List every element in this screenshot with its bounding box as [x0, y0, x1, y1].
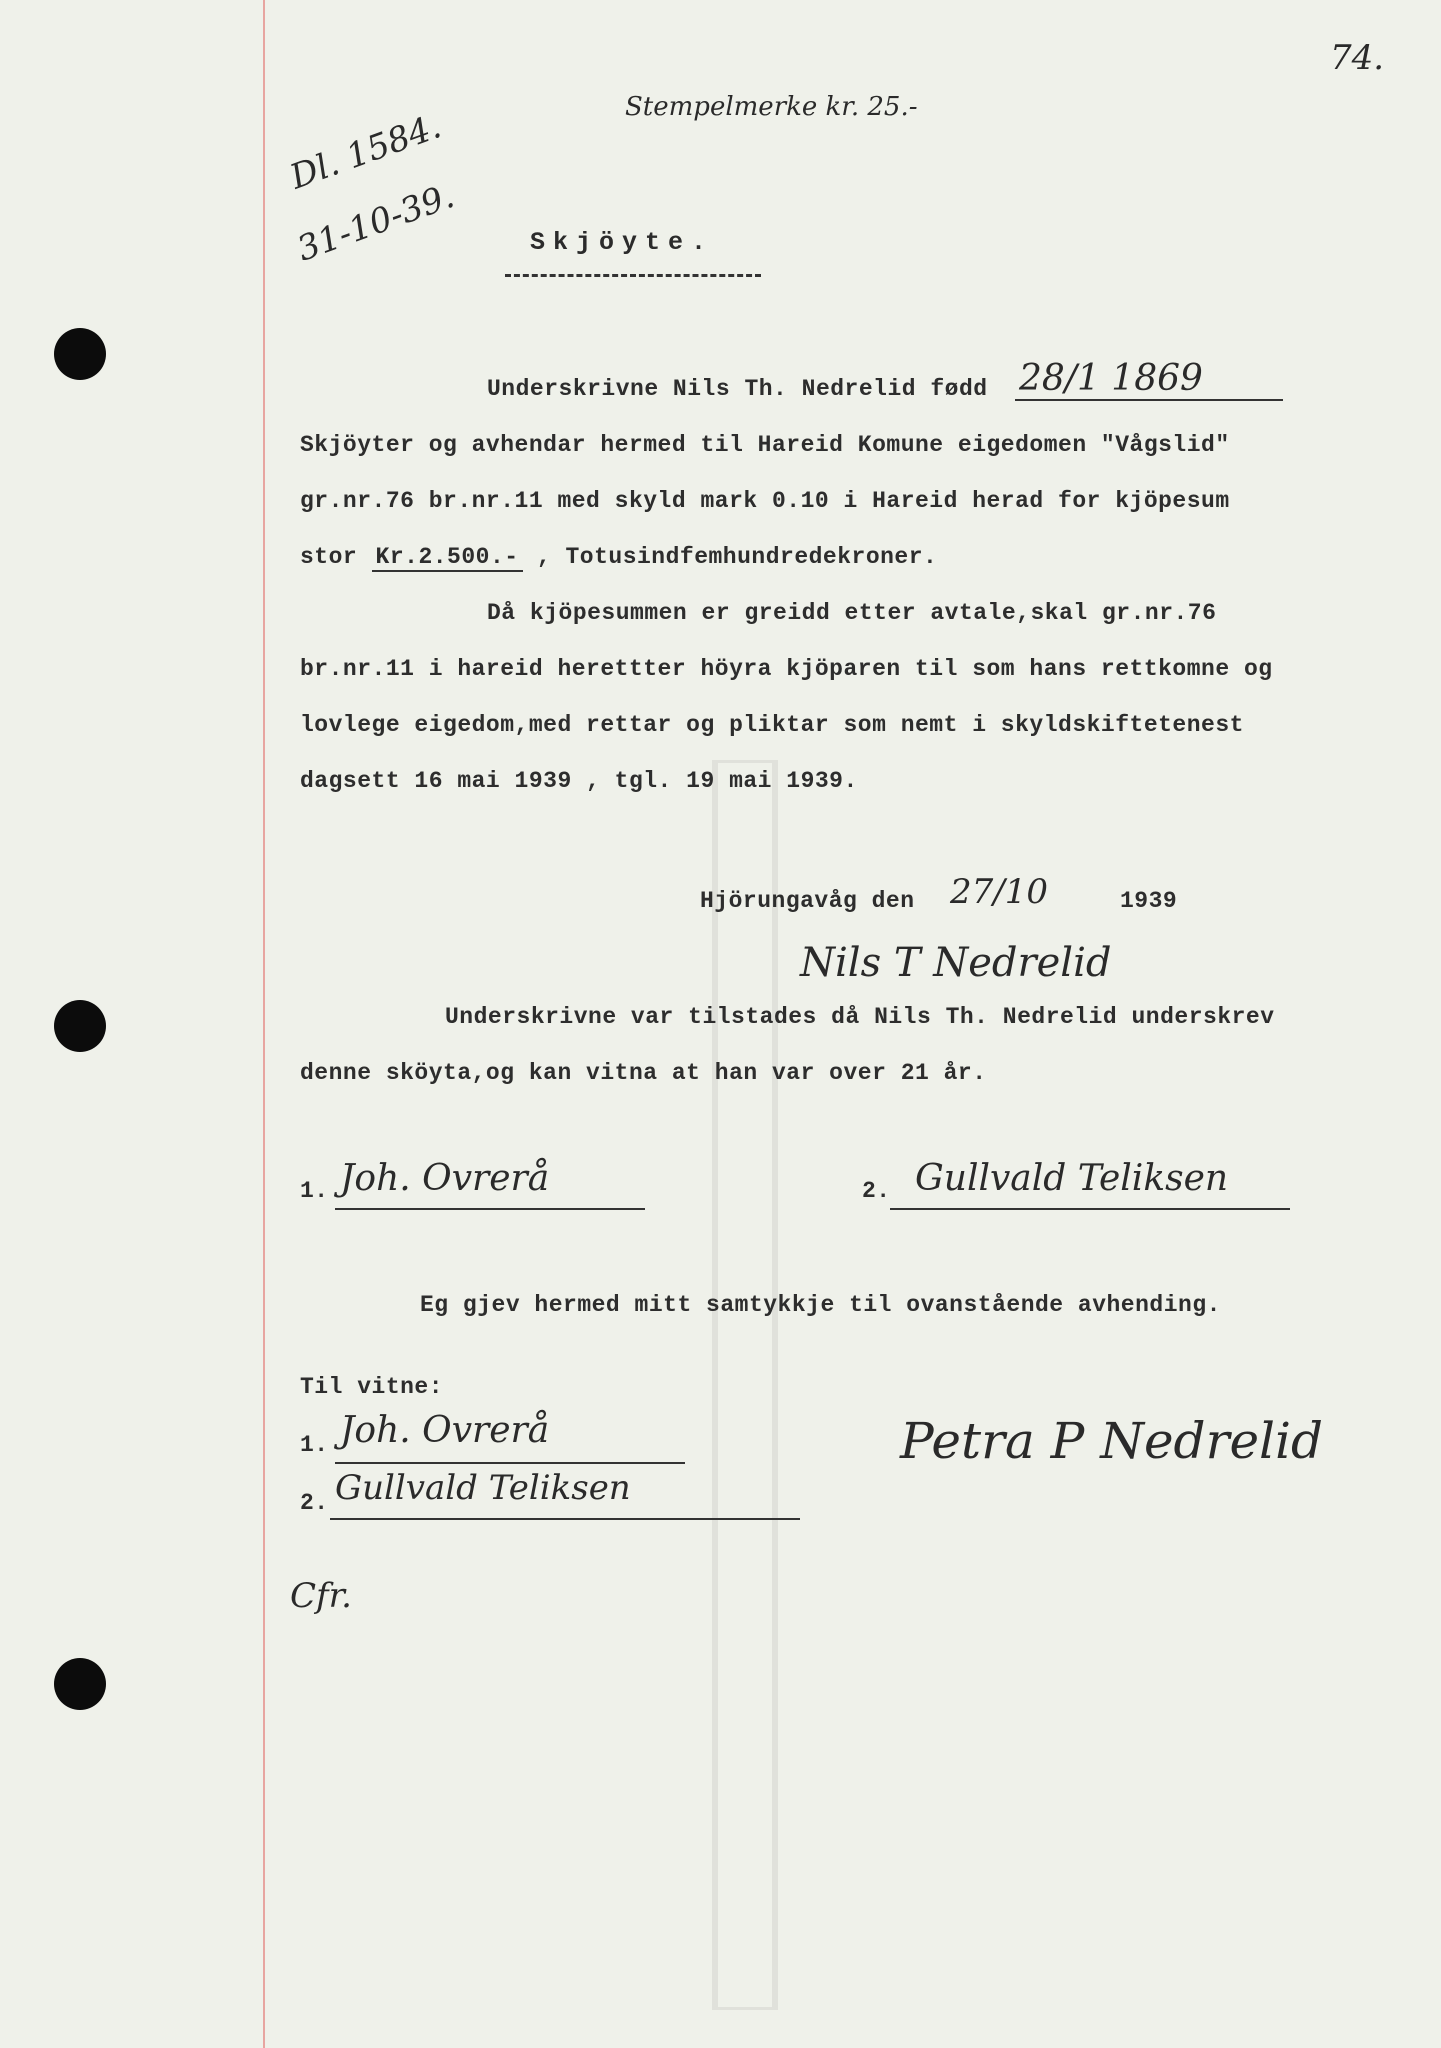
body-line-6: br.nr.11 i hareid herettter höyra kjöparen til som hans rettkomne og — [300, 656, 1273, 682]
registration-date: 31-10-39. — [292, 176, 460, 270]
page-number: 74. — [1330, 38, 1385, 78]
punch-hole-bottom — [54, 1658, 106, 1710]
witness-1-number: 1. — [300, 1178, 329, 1204]
spouse-signature: Petra P Nedrelid — [900, 1412, 1324, 1470]
seller-signature: Nils T Nedrelid — [800, 940, 1112, 986]
til-vitne-1-number: 1. — [300, 1432, 329, 1458]
witness-2-line — [890, 1208, 1290, 1210]
til-vitne-2-line — [330, 1518, 800, 1520]
body-line-7: lovlege eigedom,med rettar og pliktar som nemt i skyldskiftetenest — [300, 712, 1244, 738]
document-title: Skjöyte. — [530, 228, 715, 257]
body-line-4-pre: stor — [300, 544, 358, 570]
punch-hole-top — [54, 328, 106, 380]
signing-date: 27/10 — [950, 872, 1048, 912]
til-vitne-label: Til vitne: — [300, 1374, 444, 1400]
body-line-1 — [487, 376, 988, 402]
place-label: Hjörungavåg den — [700, 888, 915, 914]
registration-number: Dl. 1584. — [285, 106, 447, 198]
body-line-8: dagsett 16 mai 1939 , tgl. 19 mai 1939. — [300, 768, 858, 794]
witness-statement-line-2: denne sköyta,og kan vitna at han var over 21 år. — [300, 1060, 987, 1086]
witness-2-number: 2. — [862, 1178, 891, 1204]
birth-date: 28/1 1869 — [1015, 358, 1283, 401]
witness-statement-line-1: Underskrivne var tilstades då Nils Th. Nedrelid underskrev — [445, 1004, 1275, 1030]
signing-year: 1939 — [1120, 888, 1178, 914]
consent-text: Eg gjev hermed mitt samtykkje til ovanstående avhending. — [420, 1292, 1221, 1318]
til-vitne-2-signature: Gullvald Teliksen — [335, 1468, 631, 1508]
title-underline — [505, 274, 761, 277]
til-vitne-1-line — [335, 1462, 685, 1464]
purchase-sum: Kr.2.500.- — [372, 544, 523, 572]
witness-2-signature: Gullvald Teliksen — [915, 1158, 1229, 1199]
red-margin-line — [263, 0, 265, 2048]
body-line-2: Skjöyter og avhendar hermed til Hareid Komune eigedomen "Vågslid" — [300, 432, 1230, 458]
stamp-duty-note: Stempelmerke kr. 25.- — [625, 92, 918, 122]
footer-note: Cfr. — [290, 1576, 352, 1616]
punch-hole-middle — [54, 1000, 106, 1052]
body-line-1-text: Underskrivne Nils Th. Nedrelid fødd — [487, 376, 988, 402]
til-vitne-2-number: 2. — [300, 1490, 329, 1516]
body-line-3: gr.nr.76 br.nr.11 med skyld mark 0.10 i Hareid herad for kjöpesum — [300, 488, 1230, 514]
archive-stamp-watermark — [705, 760, 785, 2010]
witness-1-signature: Joh. Ovrerå — [340, 1158, 550, 1199]
body-line-4 — [300, 544, 937, 570]
body-line-5: Då kjöpesummen er greidd etter avtale,skal gr.nr.76 — [487, 600, 1217, 626]
witness-1-line — [335, 1208, 645, 1210]
body-line-4-post: , Totusindfemhundredekroner. — [536, 544, 938, 570]
til-vitne-1-signature: Joh. Ovrerå — [340, 1410, 550, 1451]
